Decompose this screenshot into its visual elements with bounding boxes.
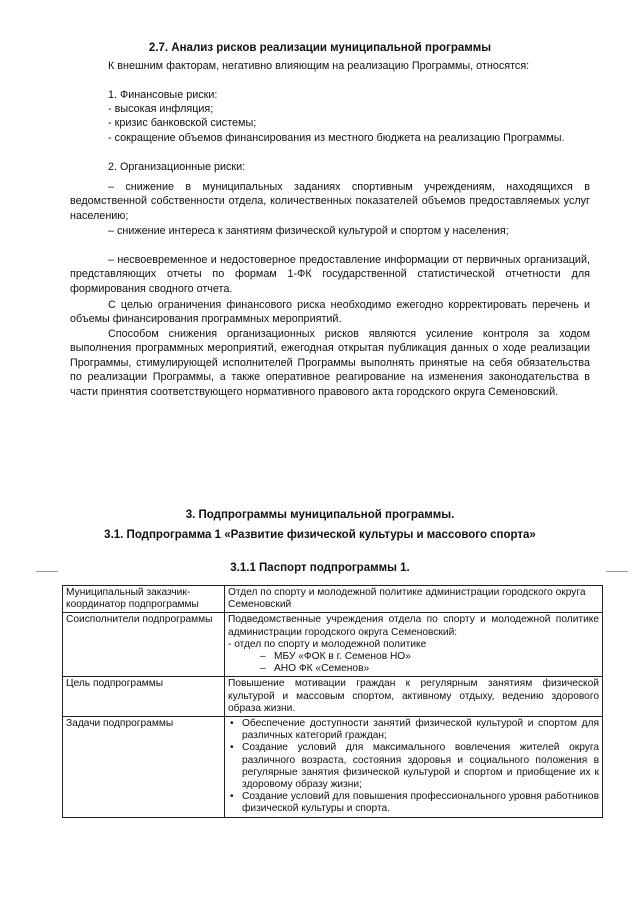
financial-risk-item: - высокая инфляция; xyxy=(108,103,214,115)
passport-label: Соисполнители подпрограммы xyxy=(63,613,225,677)
list-item: • Создание условий для повышения профессионального уровня работников физической культуры и спорта. xyxy=(230,791,599,815)
margin-mark-left xyxy=(36,571,58,572)
subprogram-1-title: 3.1. Подпрограмма 1 «Развитие физической культуры и массового спорта» xyxy=(104,529,536,541)
passport-title: 3.1.1 Паспорт подпрограммы 1. xyxy=(230,562,410,574)
financial-risks-heading: 1. Финансовые риски: xyxy=(108,89,218,101)
financial-risk-mitigation: С целью ограничения финансового риска необходимо ежегодно корректировать перечень и объемы финансирования программных мероприятий. xyxy=(70,299,590,326)
passport-label: Цель подпрограммы xyxy=(63,677,225,717)
list-item: – МБУ «ФОК в г. Семенов НО» xyxy=(260,651,411,663)
list-item: – АНО ФК «Семенов» xyxy=(260,663,370,675)
co-executors-text: Подведомственные учреждения отдела по спорту и молодежной политике администрации городского округа Семеновский: xyxy=(228,614,599,638)
financial-risk-item: - кризис банковской системы; xyxy=(108,117,257,129)
organizational-risk-mitigation: Способом снижения организационных рисков являются усиление контроля за ходом выполнения программных мероприятий, ежегодная открытая публикация данных о ходе реализации Программы, стимулирующей исполнителей Программы выполнять принятые на себя обязательства по реализации Программы, а также оперативное реагирование на изменения законодательства в части принятия соответствующего нормативного правового акта городского округа Семеновский. xyxy=(70,328,590,398)
table-row xyxy=(63,717,603,818)
section-2-7-title: 2.7. Анализ рисков реализации муниципальной программы xyxy=(148,42,492,54)
table-row xyxy=(63,613,603,677)
bullet-icon: • xyxy=(230,791,234,803)
margin-mark-right xyxy=(606,571,628,572)
passport-table xyxy=(62,585,603,818)
organizational-risk-item: – несвоевременное и недостоверное предоставление информации от первичных организаций, представляющих отчеты по формам 1-ФК государственной статистической отчетности для формирования сводного отчета. xyxy=(70,254,590,295)
passport-value: Повышение мотивации граждан к регулярным занятиям физической культурой и массовым спортом, активному отдыху, ведению здорового образа жизни. xyxy=(225,677,603,717)
co-executors-list xyxy=(228,651,599,675)
tasks-list xyxy=(228,718,599,816)
financial-risk-item: - сокращение объемов финансирования из местного бюджета на реализацию Программы. xyxy=(108,132,565,144)
passport-label: Задачи подпрограммы xyxy=(63,717,225,818)
list-item: • Создание условий для максимального вовлечения жителей округа различного возраста, состояния здоровья и социального положения в регулярные занятия физической культурой и спортом и приобщение их к здоровому образу жизни; xyxy=(230,742,599,791)
organizational-risk-item: – снижение в муниципальных заданиях спортивным учреждениям, находящихся в ведомственной собственности отдела, количественных показателей объемов предоставляемых услуг населению; xyxy=(70,181,590,222)
passport-value-cell xyxy=(225,613,603,677)
bullet-icon: • xyxy=(230,742,234,754)
co-executors-sub: - отдел по спорту и молодежной политике xyxy=(228,638,427,650)
table-row xyxy=(63,586,603,613)
organizational-risks-heading: 2. Организационные риски: xyxy=(108,161,246,173)
table-row xyxy=(63,677,603,717)
passport-value: Отдел по спорту и молодежной политике администрации городского округа Семеновский xyxy=(225,586,603,613)
passport-value-cell xyxy=(225,717,603,818)
risks-intro: К внешним факторам, негативно влияющим на реализацию Программы, относятся: xyxy=(108,60,530,72)
passport-label: Муниципальный заказчик-координатор подпрограммы xyxy=(63,586,225,613)
organizational-risk-item: – снижение интереса к занятиям физической культурой и спортом у населения; xyxy=(108,225,509,237)
bullet-icon: • xyxy=(230,718,234,730)
section-3-title: 3. Подпрограммы муниципальной программы. xyxy=(185,509,455,521)
list-item: • Обеспечение доступности занятий физической культурой и спортом для различных категорий граждан; xyxy=(230,718,599,742)
